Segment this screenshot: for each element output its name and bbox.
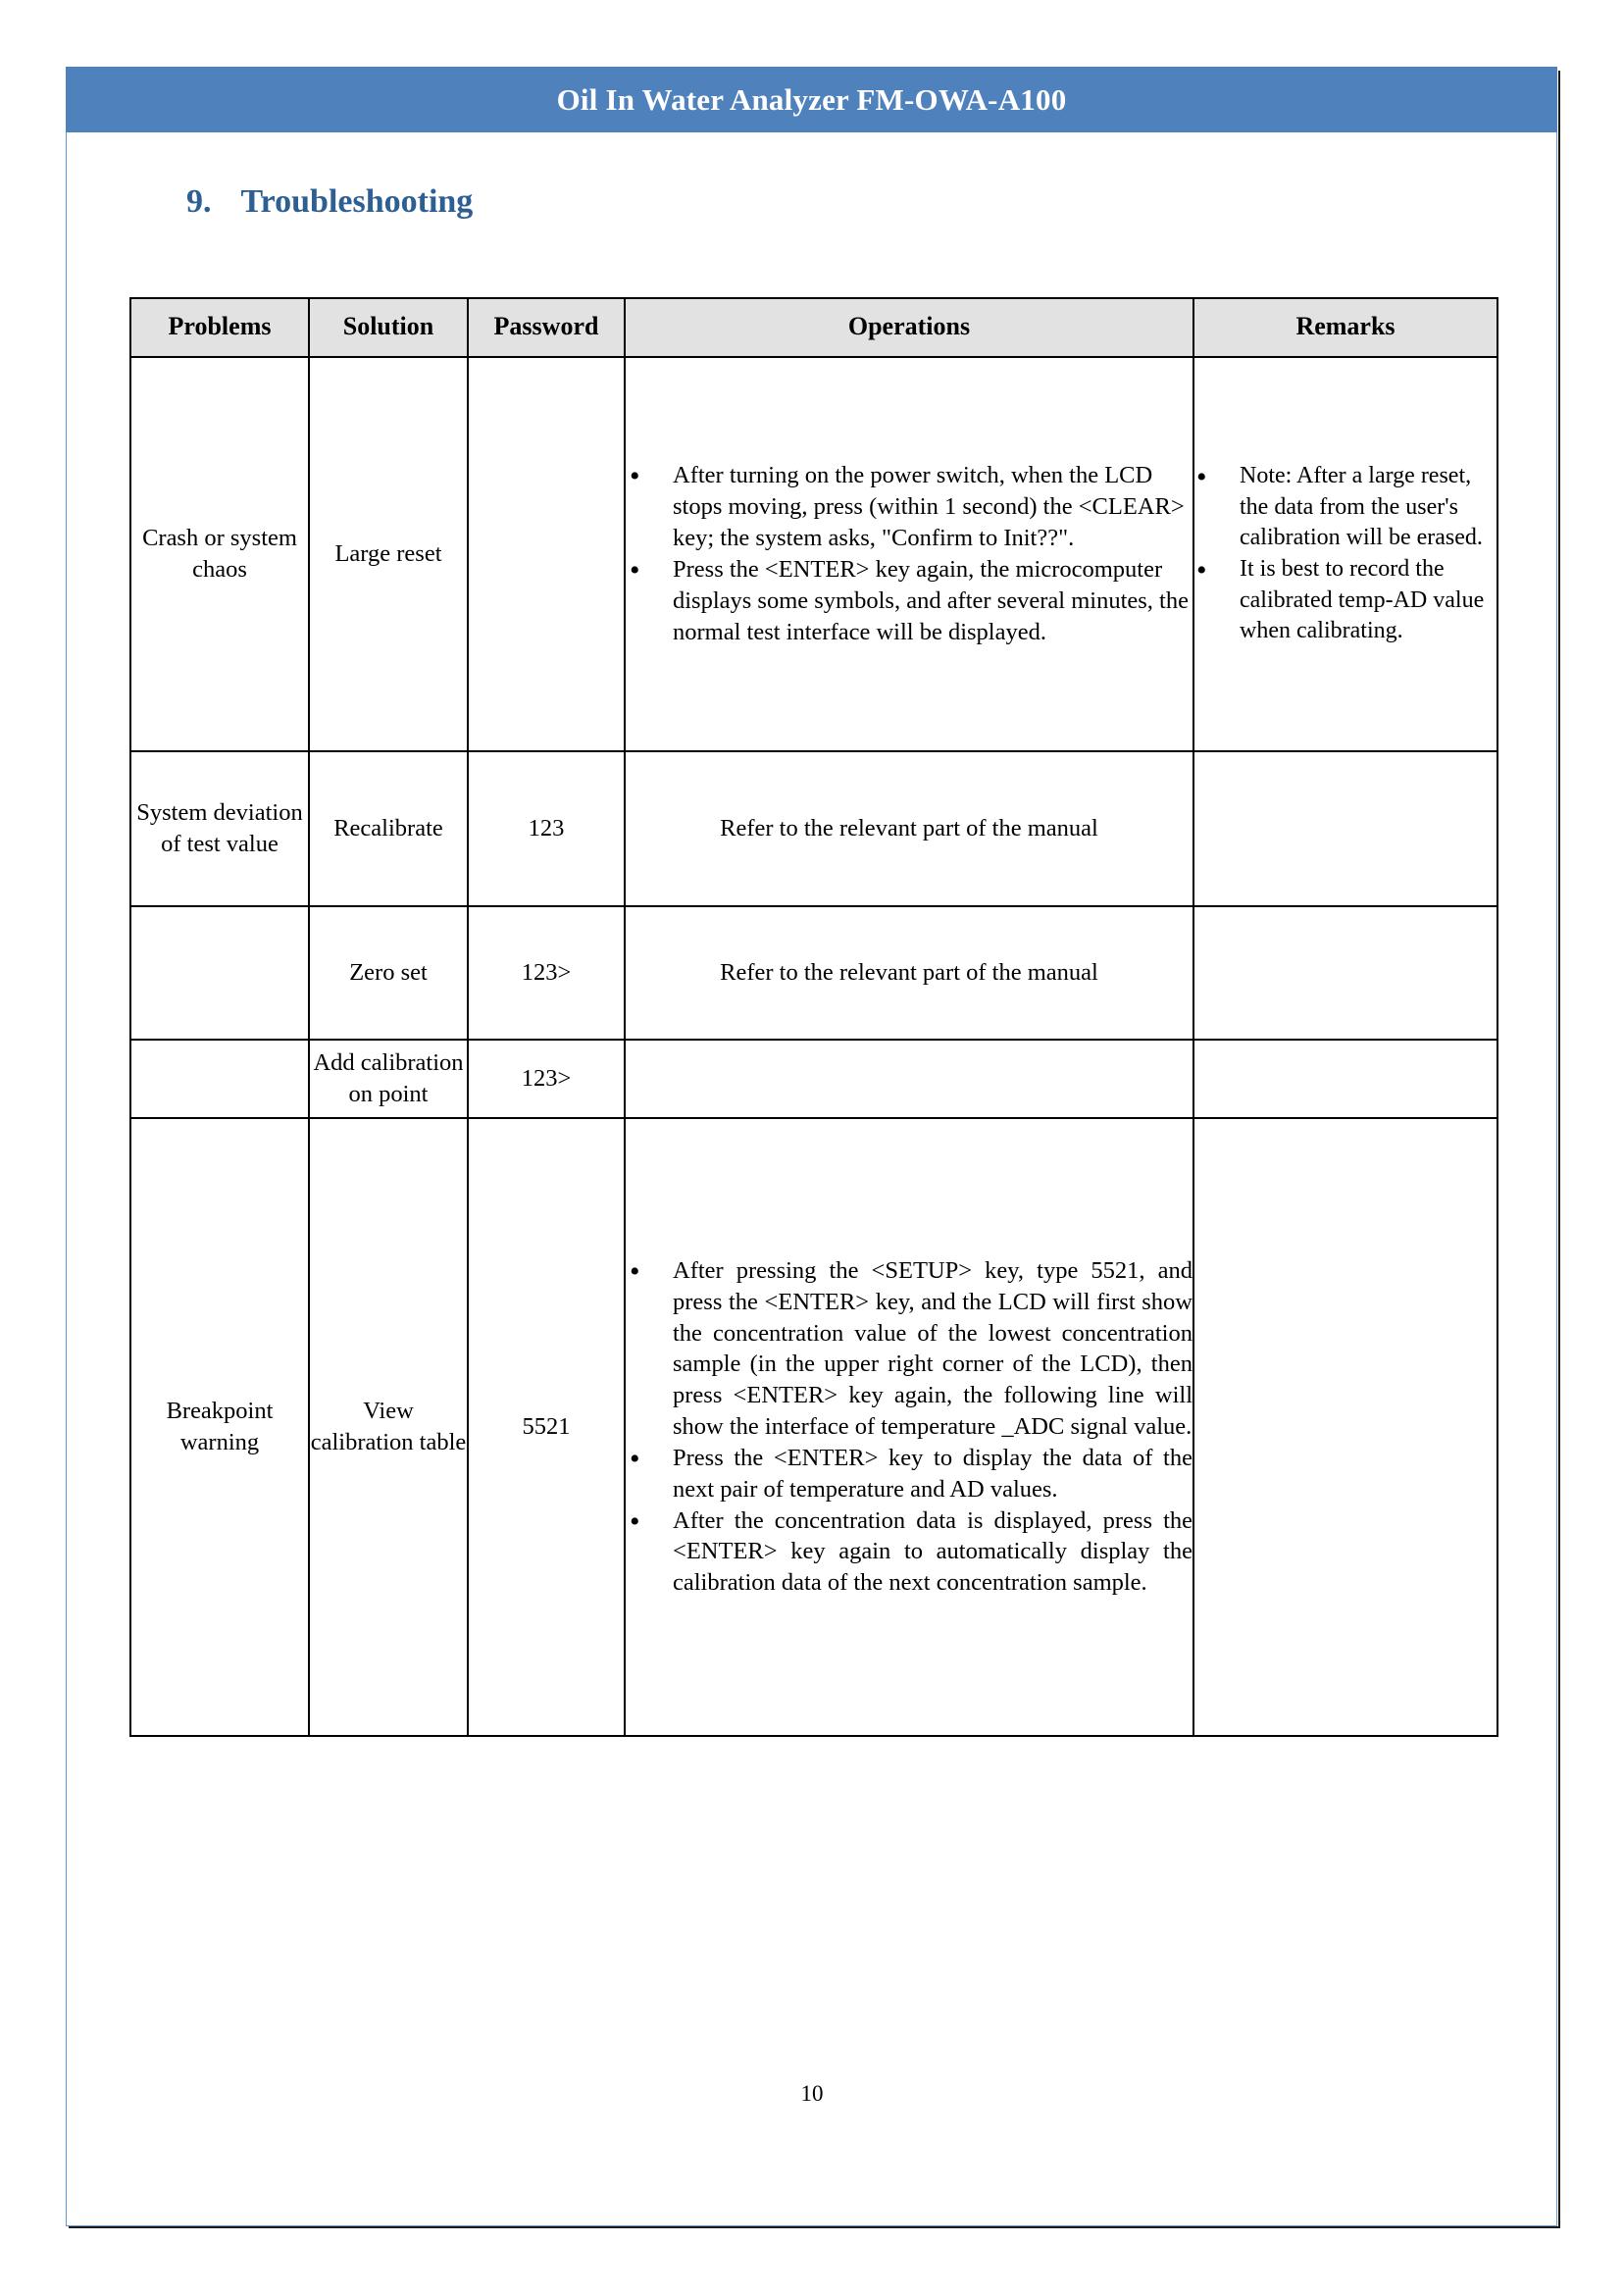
section-number: 9. bbox=[186, 183, 212, 220]
operations-bullet-item: • After turning on the power switch, when the LCD stops moving, press (within 1 second) the <CLEAR> key; the system asks, "Confirm to Init??". bbox=[626, 460, 1193, 554]
cell-remarks bbox=[1193, 751, 1497, 906]
cell-operations bbox=[625, 1040, 1193, 1118]
cell-problems: System deviation of test value bbox=[130, 751, 309, 906]
page-number: 10 bbox=[800, 2081, 824, 2106]
cell-password: 123 bbox=[468, 751, 625, 906]
remarks-bullet-item: • Note: After a large reset, the data from the user's calibration will be erased. bbox=[1194, 461, 1489, 554]
table-header-row bbox=[130, 298, 1497, 357]
cell-password bbox=[468, 357, 625, 751]
table-row bbox=[130, 751, 1497, 906]
remarks-bullet-item: • It is best to record the calibrated temp-AD value when calibrating. bbox=[1194, 554, 1489, 647]
troubleshooting-table bbox=[129, 297, 1498, 1737]
cell-remarks bbox=[1193, 1040, 1497, 1118]
cell-remarks bbox=[1193, 906, 1497, 1040]
column-header-operations: Operations bbox=[625, 298, 1193, 357]
page-frame-shadow-bottom bbox=[69, 2226, 1560, 2228]
operations-bullet-item: • After pressing the <SETUP> key, type 5521, and press the <ENTER> key, and the LCD will first show the concentration value of the lowest concentration sample (in the upper right corner of the LCD), then press <ENTER> key again, the following line will show the interface of temperature _ADC signal value. bbox=[626, 1255, 1193, 1443]
remarks-bullet-list bbox=[1194, 461, 1489, 647]
column-header-problems: Problems bbox=[130, 298, 309, 357]
page-frame-shadow-right bbox=[1558, 71, 1560, 2228]
cell-operations: Refer to the relevant part of the manual bbox=[625, 906, 1193, 1040]
table-row bbox=[130, 357, 1497, 751]
column-header-solution: Solution bbox=[309, 298, 468, 357]
section-title: Troubleshooting bbox=[240, 183, 474, 220]
operations-bullet-list bbox=[626, 1255, 1193, 1599]
troubleshooting-table-wrapper bbox=[129, 297, 1487, 1737]
cell-problems: Breakpoint warning bbox=[130, 1118, 309, 1736]
cell-problems: Crash or system chaos bbox=[130, 357, 309, 751]
cell-remarks bbox=[1193, 357, 1497, 751]
cell-problems bbox=[130, 1040, 309, 1118]
table-row bbox=[130, 1040, 1497, 1118]
cell-remarks bbox=[1193, 1118, 1497, 1736]
table-header bbox=[130, 298, 1497, 357]
cell-password: 5521 bbox=[468, 1118, 625, 1736]
operations-bullet-item: • After the concentration data is displayed, press the <ENTER> key again to automatically display the calibration data of the next concentration sample. bbox=[626, 1505, 1193, 1600]
column-header-remarks: Remarks bbox=[1193, 298, 1497, 357]
operations-bullet-list bbox=[626, 460, 1193, 647]
cell-password: 123> bbox=[468, 906, 625, 1040]
cell-solution: Large reset bbox=[309, 357, 468, 751]
section-heading bbox=[186, 183, 473, 221]
cell-password: 123> bbox=[468, 1040, 625, 1118]
cell-solution: Recalibrate bbox=[309, 751, 468, 906]
table-row bbox=[130, 906, 1497, 1040]
document-title: Oil In Water Analyzer FM-OWA-A100 bbox=[556, 81, 1067, 117]
operations-bullet-item: • Press the <ENTER> key to display the data of the next pair of temperature and AD values. bbox=[626, 1443, 1193, 1505]
cell-operations bbox=[625, 357, 1193, 751]
cell-solution: Zero set bbox=[309, 906, 468, 1040]
cell-solution: View calibration table bbox=[309, 1118, 468, 1736]
cell-solution: Add calibration on point bbox=[309, 1040, 468, 1118]
cell-operations: Refer to the relevant part of the manual bbox=[625, 751, 1193, 906]
cell-problems bbox=[130, 906, 309, 1040]
cell-operations bbox=[625, 1118, 1193, 1736]
remarks-content bbox=[1194, 461, 1489, 647]
column-header-password: Password bbox=[468, 298, 625, 357]
document-header-banner bbox=[66, 67, 1557, 132]
table-row bbox=[130, 1118, 1497, 1736]
operations-bullet-item: • Press the <ENTER> key again, the microcomputer displays some symbols, and after several minutes, the normal test interface will be displayed. bbox=[626, 554, 1193, 648]
table-body bbox=[130, 357, 1497, 1736]
